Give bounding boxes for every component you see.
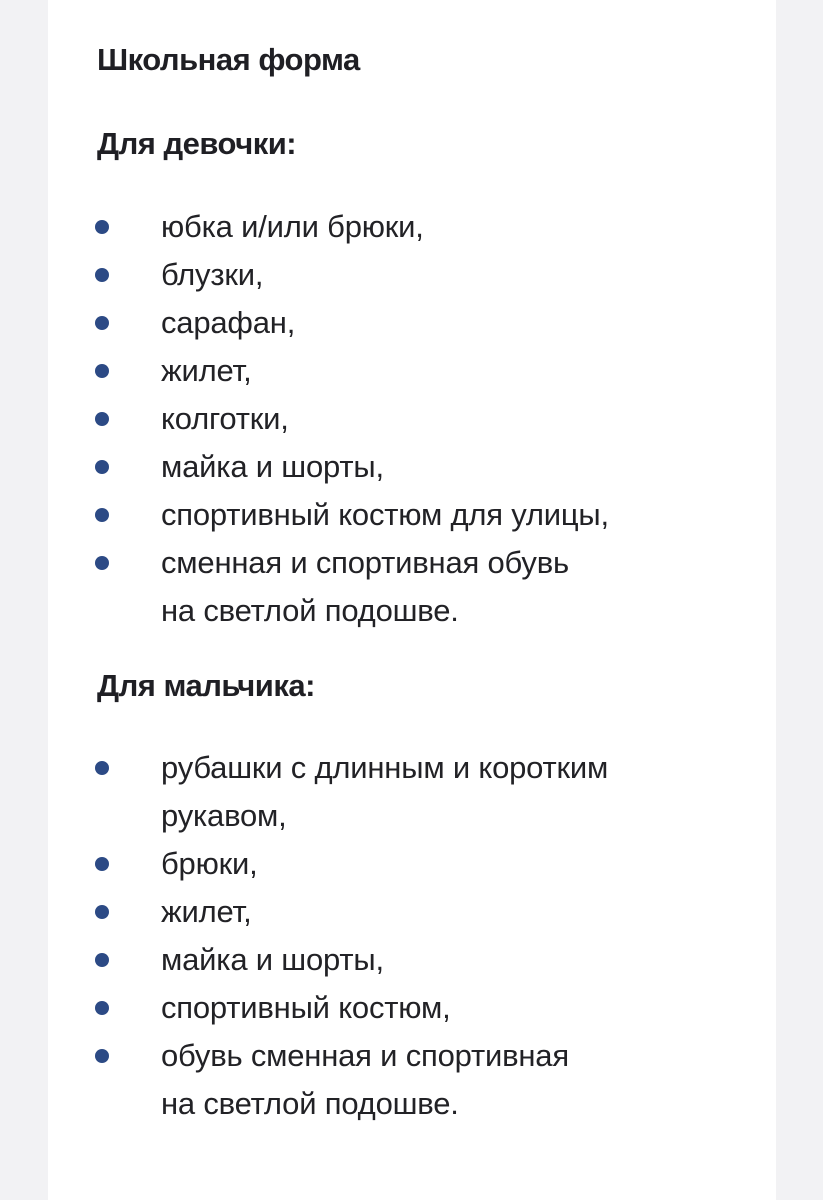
bullet-icon <box>95 953 109 967</box>
list-item: блузки, <box>48 251 776 299</box>
list-item: спортивный костюм, <box>48 984 776 1032</box>
list-item: жилет, <box>48 888 776 936</box>
list-item: рубашки с длинным и коротким рукавом, <box>48 744 776 840</box>
list-item: майка и шорты, <box>48 443 776 491</box>
bullet-icon <box>95 412 109 426</box>
bullet-icon <box>95 460 109 474</box>
bullet-icon <box>95 316 109 330</box>
bullet-icon <box>95 761 109 775</box>
bullet-icon <box>95 1001 109 1015</box>
list-item: сменная и спортивная обувь на светлой подошве. <box>48 539 776 635</box>
content-card <box>48 0 776 1200</box>
list-item: сарафан, <box>48 299 776 347</box>
list-item: юбка и/или брюки, <box>48 203 776 251</box>
bullet-icon <box>95 268 109 282</box>
list-item: обувь сменная и спортивная на светлой подошве. <box>48 1032 776 1128</box>
bullet-icon <box>95 220 109 234</box>
bullet-icon <box>95 1049 109 1063</box>
list-item: майка и шорты, <box>48 936 776 984</box>
bullet-icon <box>95 857 109 871</box>
girls-list <box>48 203 776 635</box>
boys-heading: Для мальчика: <box>97 668 315 703</box>
boys-list <box>48 744 776 1128</box>
list-item: жилет, <box>48 347 776 395</box>
bullet-icon <box>95 556 109 570</box>
bullet-icon <box>95 508 109 522</box>
bullet-icon <box>95 905 109 919</box>
list-item: брюки, <box>48 840 776 888</box>
list-item: спортивный костюм для улицы, <box>48 491 776 539</box>
list-item: колготки, <box>48 395 776 443</box>
page-title: Школьная форма <box>97 42 360 77</box>
bullet-icon <box>95 364 109 378</box>
girls-heading: Для девочки: <box>97 126 297 161</box>
